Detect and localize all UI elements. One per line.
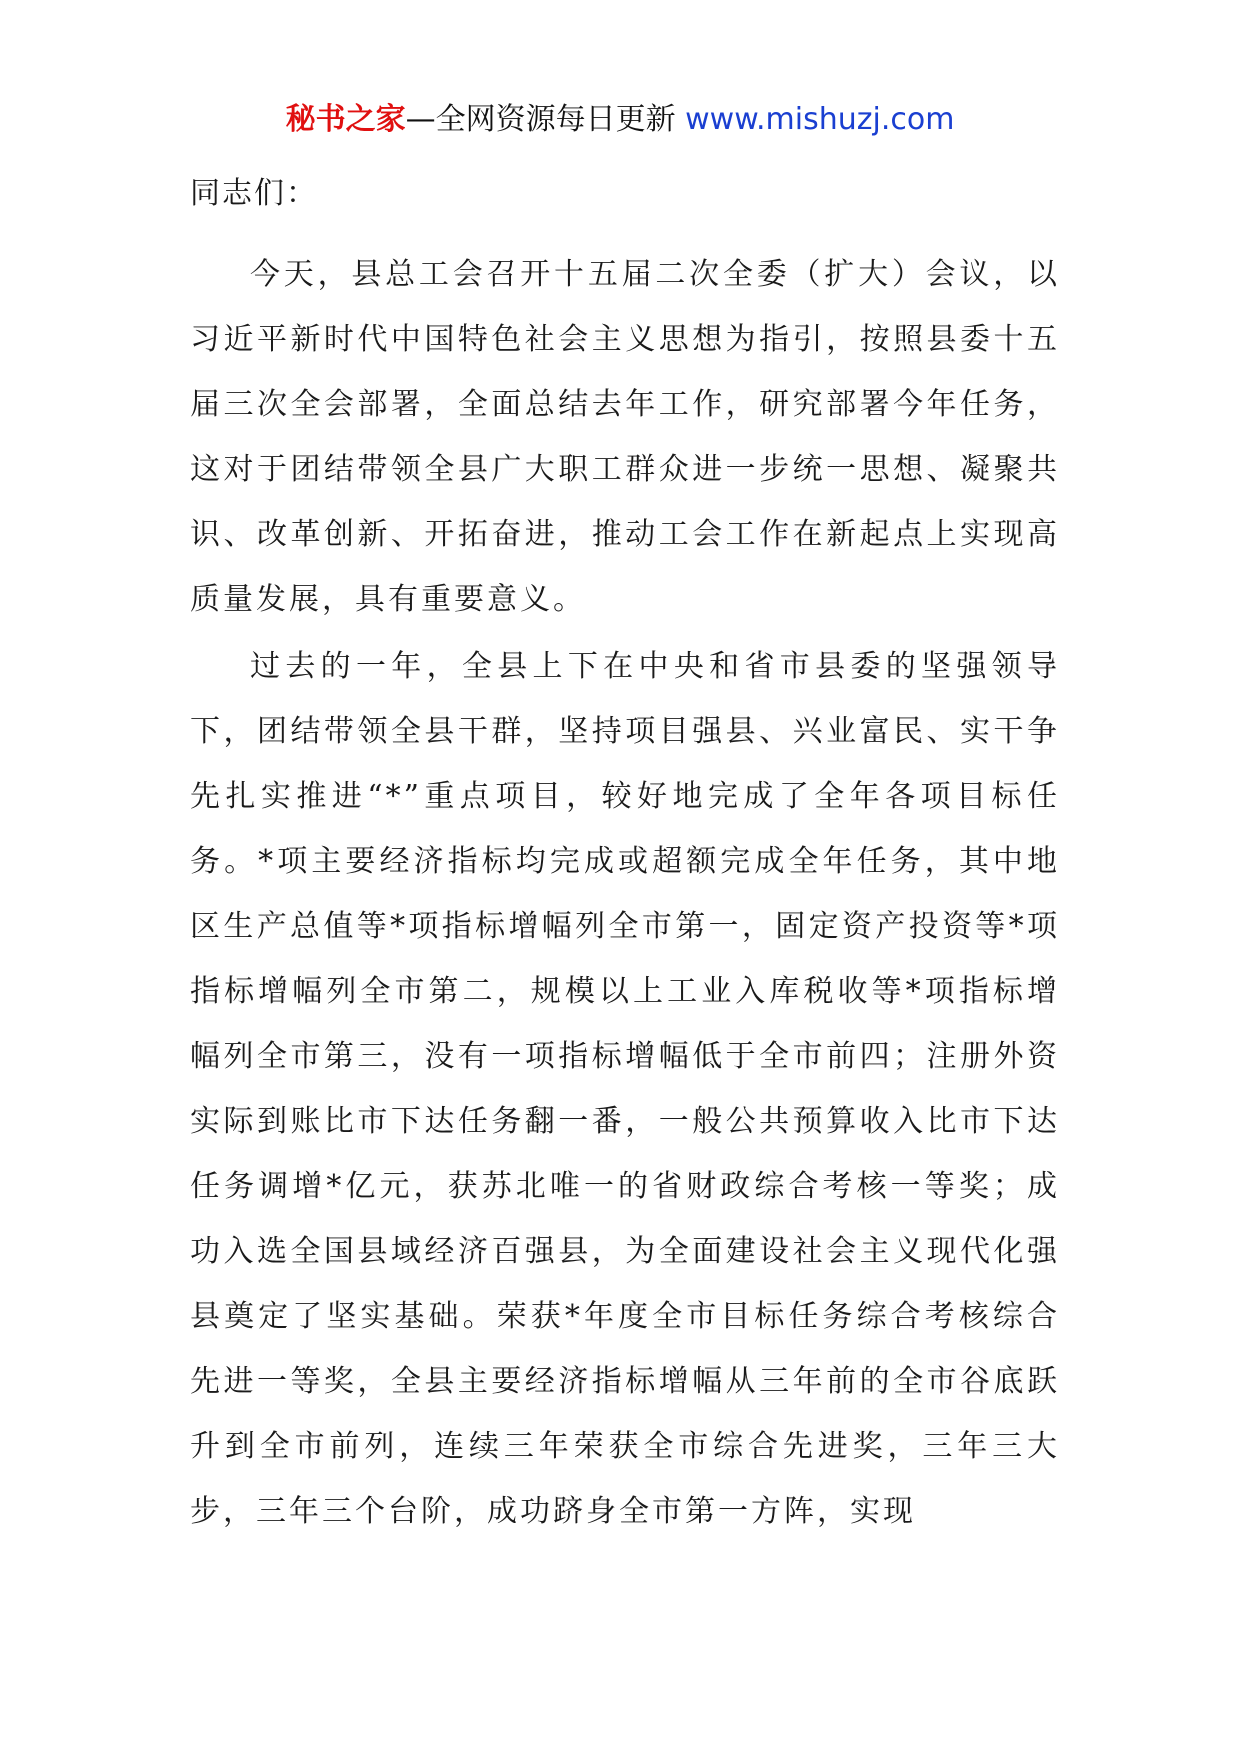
paragraph-opening: 今天，县总工会召开十五届二次全委（扩大）会议，以习近平新时代中国特色社会主义思想为指引，按照县委十五届三次全会部署，全面总结去年工作，研究部署今年任务，这对于团结带领全县广大职工群众进一步统一思想、凝聚共识、改革创新、开拓奋进，推动工会工作在新起点上实现高质量发展，具有重要意义。 — [190, 257, 1060, 617]
document-body — [190, 162, 1060, 1546]
salutation: 同志们： — [190, 176, 318, 211]
paragraph-review: 过去的一年，全县上下在中央和省市县委的坚强领导下，团结带领全县干群，坚持项目强县、兴业富民、实干争先扎实推进“*”重点项目，较好地完成了全年各项目标任务。*项主要经济指标均完成或超额完成全年任务，其中地区生产总值等*项指标增幅列全市第一，固定资产投资等*项指标增幅列全市第二，规模以上工业入库税收等*项指标增幅列全市第三，没有一项指标增幅低于全市前四；注册外资实际到账比市下达任务翻一番，一般公共预算收入比市下达任务调增*亿元，获苏北唯一的省财政综合考核一等奖；成功入选全国县域经济百强县，为全面建设社会主义现代化强县奠定了坚实基础。荣获*年度全市目标任务综合考核综合先进一等奖，全县主要经济指标增幅从三年前的全市谷底跃升到全市前列，连续三年荣获全市综合先进奖，三年三大步，三年三个台阶，成功跻身全市第一方阵，实现 — [190, 649, 1060, 1529]
brand-name: 秘书之家 — [285, 102, 406, 137]
header-slogan: —全网资源每日更新 — [405, 102, 676, 137]
website-link[interactable]: www.mishuzj.com — [685, 102, 955, 137]
page-header — [0, 100, 1240, 140]
